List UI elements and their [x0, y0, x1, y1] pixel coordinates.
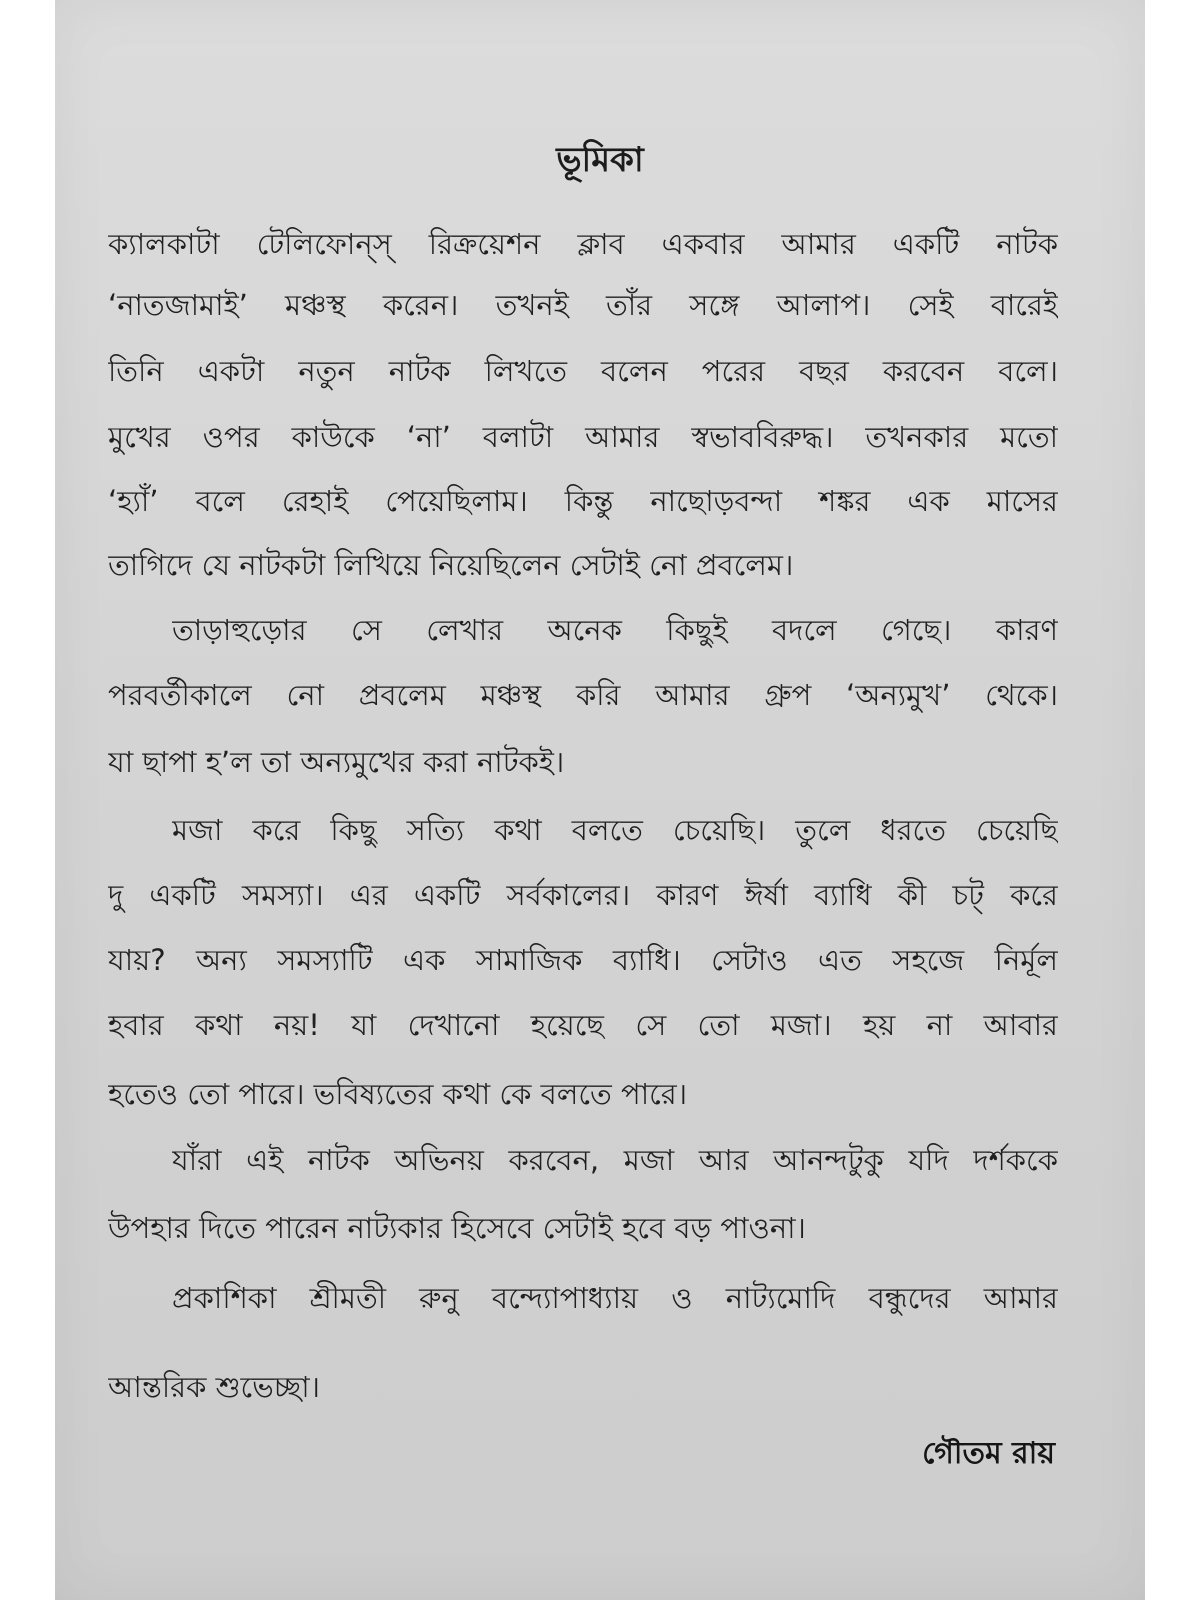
paragraph-line: ‘নাতজামাই’ মঞ্চস্থ করেন। তখনই তাঁর সঙ্গে আলাপ। সেই বারেই: [108, 288, 1058, 322]
paragraph-line: হবার কথা নয়! যা দেখানো হয়েছে সে তো মজা। হয় না আবার: [108, 1008, 1058, 1042]
paragraph-line: তাগিদে যে নাটকটা লিখিয়ে নিয়েছিলেন সেটাই নো প্রবলেম।: [108, 548, 794, 582]
paragraph-line: তিনি একটা নতুন নাটক লিখতে বলেন পরের বছর করবেন বলে।: [108, 354, 1058, 388]
paragraph-line: ‘হ্যাঁ’ বলে রেহাই পেয়েছিলাম। কিন্তু নাছোড়বন্দা শঙ্কর এক মাসের: [108, 484, 1058, 518]
paragraph-line: প্রকাশিকা শ্রীমতী রুনু বন্দ্যোপাধ্যায় ও নাট্যমোদি বন্ধুদের আমার: [172, 1281, 1058, 1315]
paragraph-line: দু একটি সমস্যা। এর একটি সর্বকালের। কারণ ঈর্ষা ব্যাধি কী চট্ করে: [108, 878, 1058, 912]
paragraph-line: মুখের ওপর কাউকে ‘না’ বলাটা আমার স্বভাববিরুদ্ধ। তখনকার মতো: [108, 420, 1058, 454]
paragraph-line: যায়? অন্য সমস্যাটি এক সামাজিক ব্যাধি। সেটাও এত সহজে নির্মূল: [108, 943, 1058, 977]
paragraph-line: আন্তরিক শুভেচ্ছা।: [108, 1370, 321, 1404]
paragraph-line: মজা করে কিছু সত্যি কথা বলতে চেয়েছি। তুলে ধরতে চেয়েছি: [172, 813, 1058, 847]
paragraph-line: তাড়াহুড়োর সে লেখার অনেক কিছুই বদলে গেছে। কারণ: [172, 613, 1058, 647]
page-title: ভূমিকা: [556, 140, 644, 180]
paragraph-line: যাঁরা এই নাটক অভিনয় করবেন, মজা আর আনন্দটুকু যদি দর্শককে: [172, 1143, 1058, 1177]
paragraph-line: যা ছাপা হ’ল তা অন্যমুখের করা নাটকই।: [108, 745, 565, 779]
paragraph-line: উপহার দিতে পারেন নাট্যকার হিসেবে সেটাই হবে বড় পাওনা।: [108, 1211, 806, 1245]
author-signature: গৌতম রায়: [922, 1436, 1055, 1471]
paragraph-line: হতেও তো পারে। ভবিষ্যতের কথা কে বলতে পারে।: [108, 1077, 688, 1111]
paragraph-line: পরবর্তীকালে নো প্রবলেম মঞ্চস্থ করি আমার গ্রুপ ‘অন্যমুখ’ থেকে।: [108, 678, 1058, 712]
paragraph-line: ক্যালকাটা টেলিফোন্স্ রিক্রয়েশন ক্লাব একবার আমার একটি নাটক: [108, 227, 1058, 261]
